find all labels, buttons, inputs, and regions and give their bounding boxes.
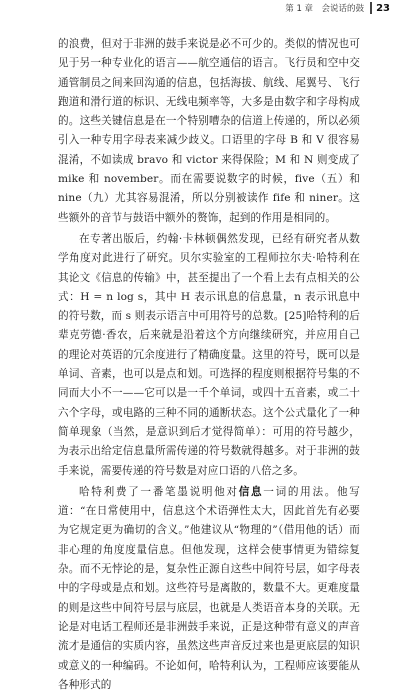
body-paragraph [58, 483, 360, 695]
emphasized-term: 信息 [238, 485, 264, 498]
running-header [285, 0, 400, 16]
page-body [58, 35, 360, 695]
paragraph-text: 哈特利费了一番笔墨说明他对 [79, 485, 239, 498]
paragraph-text: 的浪费，但对于非洲的鼓手来说是必不可少的。类似的情况也可见于另一种专业化的语言——航空通信的语言。飞行员和空中交通管制员之间来回沟通的信息，包括海拔、航线、尾翼号、飞行跑道和滑行道的标识、无线电频率等，大多是由数字和字母构成的。这些关键信息是在一个特别嘈杂的信道上传递的，所以必须引入一种专用字母表来减少歧义。口语里的字母 B 和 V 很容易混淆，不如读成 bravo 和 victor 来得保险；M 和 N 则变成了 mike 和 november。而在需要说数字的时候，five（五）和 nine（九）尤其容易混淆，所以分别被读作 fife 和 niner。这些额外的音节与鼓语中额外的赘饰，起到的作用是相同的。 [58, 38, 360, 224]
paragraph-text: 在专著出版后，约翰·卡林顿偶然发现，已经有研究者从数学角度对此进行了研究。贝尔实验室的工程师拉尔夫·哈特利在其论文《信息的传输》中，甚至提出了一个看上去有点相关的公式：H = n log s，其中 H 表示讯息的信息量，n 表示讯息中的符号数，而 s 则表示语言中可用符号的总数。[25]哈特利的后辈克劳德·香农，后来就是沿着这个方向继续研究，并应用自己的理论对英语的冗余度进行了精确度量。这里的符号，既可以是单词、音素，也可以是点和划。可选择的程度则根据符号集的不同而大小不一——它可以是一千个单词，或四十五音素，或二十六个字母，或电路的三种不同的通断状态。这个公式量化了一种简单现象（当然，是意识到后才觉得简单）：可用的符号越少，为表示出给定信息量所需传递的符号数就得越多。对于非洲的鼓手来说，需要传递的符号数是对应口语的八倍之多。 [58, 232, 360, 477]
page-number: 23 [376, 2, 390, 14]
body-paragraph [58, 230, 360, 481]
chapter-title: 第 1 章 会说话的鼓 [285, 4, 365, 14]
body-paragraph [58, 35, 360, 228]
paragraph-text: 一词的用法。他写道：“在日常使用中，信息这个术语弹性太大，因此首先有必要为它规定更为确切的含义。”他建议从“物理的”（借用他的话）而非心理的角度度量信息。但他发现，这样会使事情更为错综复杂。而不无悖论的是，复杂性正源自这些中间符号层，如字母表中的字母或是点和划。这些符号是离散的，数量不大。更难度量的则是这些中间符号层与底层，也就是人类语音本身的关联。无论是对电话工程师还是非洲鼓手来说，正是这种带有意义的声音流才是通信的实质内容，虽然这些声音反过来也是更底层的知识或意义的一种编码。不论如何，哈特利认为，工程师应该要能从各种形式的 [58, 485, 360, 691]
header-divider [370, 2, 372, 14]
